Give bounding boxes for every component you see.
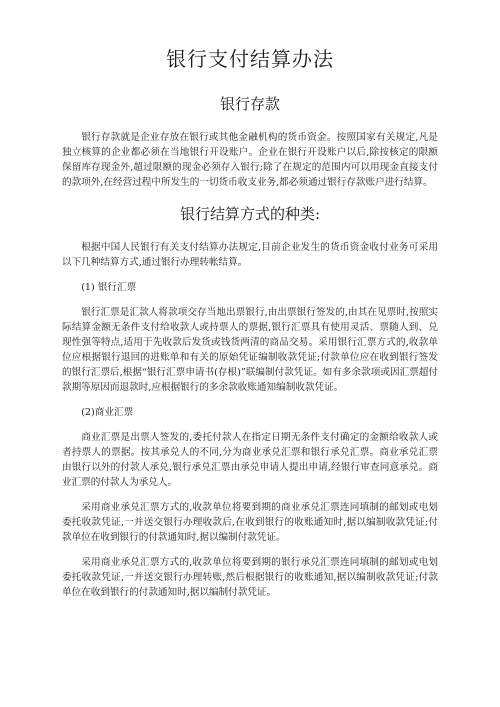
- subsection-label-bank-draft: (1) 银行汇票: [81, 282, 137, 293]
- bank-deposit-paragraph: 银行存款就是企业存放在银行或其他金融机构的货币资金。按照国家有关规定,凡是独立核算的企业都必须在当地银行开设账户。企业在银行开设账户以后,除按核定的限额保留库存现金外,超过限额的现金必须存入银行;除了在规定的范围内可以用现金直接支付的款项外,在经营过程中所发生的一切货币收支业务,都必须通过银行存款账户进行结算。: [62, 132, 438, 188]
- settlement-intro-paragraph: 根据中国人民银行有关支付结算办法规定,目前企业发生的货币资金收付业务可采用以下几种结算方式,通过银行办理转帐结算。: [62, 242, 438, 268]
- subsection-label-commercial-draft: (2)商业汇票: [81, 407, 134, 418]
- section-heading-bank-deposit: 银行存款: [219, 95, 280, 113]
- document-title: 银行支付结算办法: [166, 47, 334, 71]
- section-heading-settlement-types: 银行结算方式的种类:: [179, 205, 321, 223]
- bank-draft-paragraph: 银行汇票是汇款人将款项交存当地出票银行,由出票银行签发的,由其在见票时,按照实际结算金额无条件支付给收款人或持票人的票据,银行汇票具有使用灵活、票随人到、兑现性强等特点,适用于先收款后发货或钱货两清的商品交易。采用银行汇票方式的,收款单位应根据银行退回的进账单和有关的原始凭证编制收款凭证;付款单位应在收到银行签发的银行汇票后,根据“银行汇票申请书(存根)”联编制付款凭证。如有多余款项或因汇票超付款期等原因而退款时,应根据银行的多余款收账通知编制收款凭证。: [62, 307, 438, 393]
- commercial-draft-paragraph-1: 商业汇票是出票人签发的,委托付款人在指定日期无条件支付确定的金额给收款人或者持票人的票据。按其承兑人的不同,分为商业承兑汇票和银行承兑汇票。商业承兑汇票由银行以外的付款人承兑,银行承兑汇票由承兑申请人提出申请,经银行审查同意承兑。商业汇票的付款人为承兑人。: [62, 432, 438, 488]
- commercial-draft-paragraph-3: 采用商业承兑汇票方式的,收款单位将要到期的银行承兑汇票连同填制的邮划或电划委托收款凭证,一并送交银行办理转账,然后根据银行的收账通知,据以编制收款凭证;付款单位在收到银行的付款通知时,据以编制付款凭证。: [62, 557, 438, 598]
- commercial-draft-paragraph-2: 采用商业承兑汇票方式的,收款单位将要到期的商业承兑汇票连同填制的邮划或电划委托收款凭证,一并送交银行办理收款后,在收到银行的收账通知时,据以编制收款凭证;付款单位在收到银行的付款通知时,据以编制付款凭证。: [62, 502, 438, 543]
